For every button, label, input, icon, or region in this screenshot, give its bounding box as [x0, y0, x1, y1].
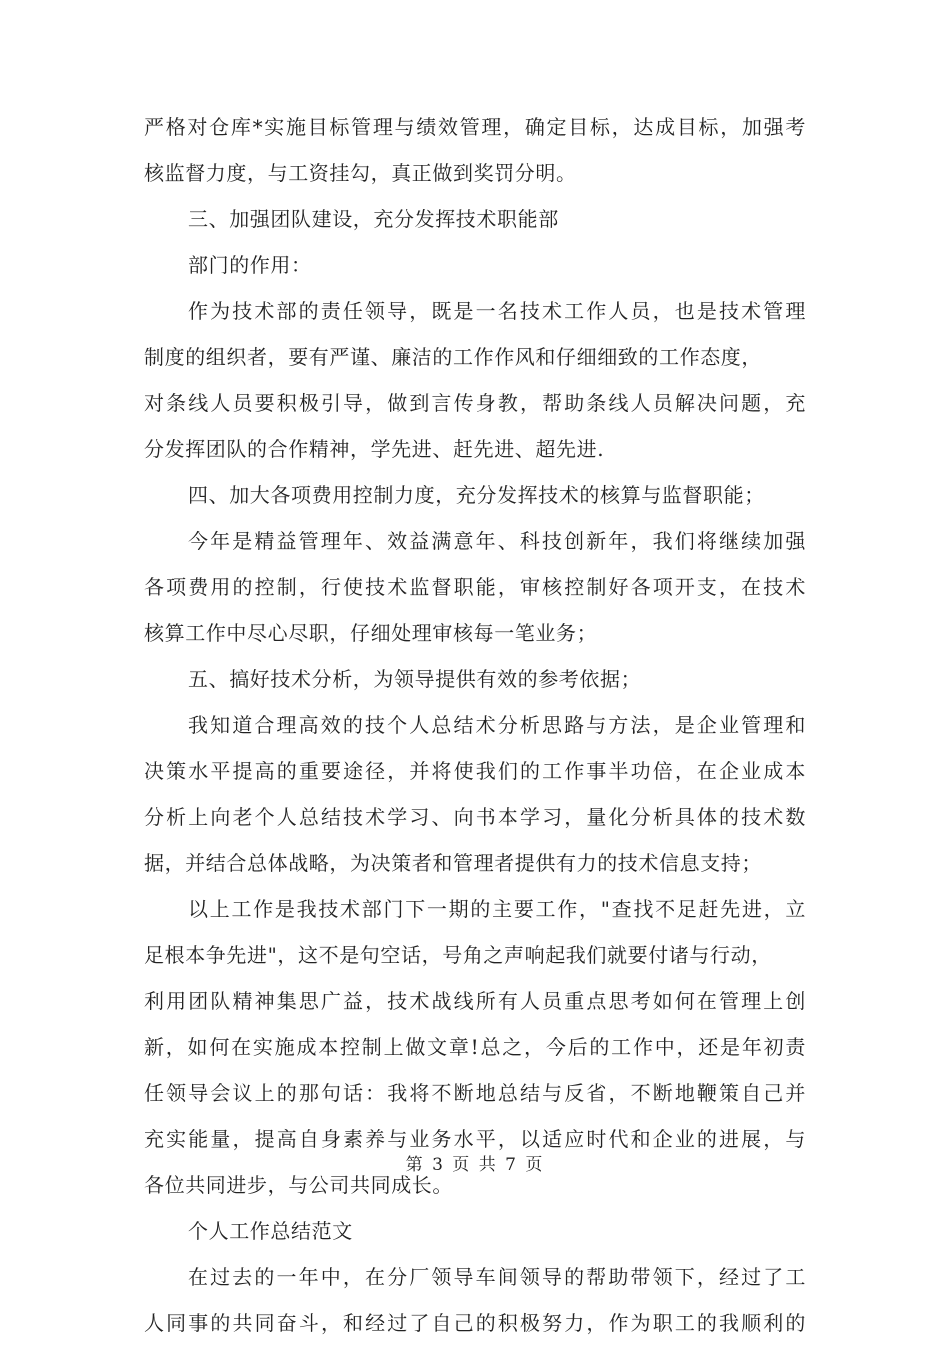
text-line: 充实能量，提高自身素养与业务水平，以适应时代和企业的进展，与	[144, 1127, 806, 1151]
text-line: 核算工作中尽心尽职，仔细处理审核每一笔业务；	[144, 621, 598, 645]
text-line: 足根本争先进"，这不是句空话，号角之声响起我们就要付诸与行动，	[144, 943, 772, 967]
text-line: 各位共同进步，与公司共同成长。	[144, 1173, 453, 1197]
text-line: 部门的作用：	[188, 253, 312, 277]
text-line: 利用团队精神集思广益，技术战线所有人员重点思考如何在管理上创	[144, 989, 806, 1013]
text-line: 核监督力度，与工资挂勾，真正做到奖罚分明。	[144, 161, 577, 185]
text-line: 个人工作总结范文	[188, 1219, 353, 1243]
text-line: 三、加强团队建设，充分发挥技术职能部	[188, 207, 559, 231]
text-line: 制度的组织者，要有严谨、廉洁的工作作风和仔细细致的工作态度，	[144, 345, 762, 369]
text-line: 严格对仓库*实施目标管理与绩效管理，确定目标，达成目标，加强考	[144, 115, 806, 139]
text-line: 决策水平提高的重要途径，并将使我们的工作事半功倍，在企业成本	[144, 759, 806, 783]
text-line: 今年是精益管理年、效益满意年、科技创新年，我们将继续加强	[188, 529, 806, 553]
page-footer: 第 3 页 共 7 页	[405, 1155, 545, 1175]
text-line: 对条线人员要积极引导，做到言传身教，帮助条线人员解决问题，充	[144, 391, 806, 415]
text-line: 以上工作是我技术部门下一期的主要工作，"查找不足赶先进，立	[188, 897, 806, 921]
text-line: 四、加大各项费用控制力度，充分发挥技术的核算与监督职能；	[188, 483, 765, 507]
text-line: 作为技术部的责任领导，既是一名技术工作人员，也是技术管理	[188, 299, 806, 323]
text-line: 新，如何在实施成本控制上做文章!总之，今后的工作中，还是年初责	[144, 1035, 806, 1059]
text-line: 分析上向老个人总结技术学习、向书本学习，量化分析具体的技术数	[144, 805, 806, 829]
text-line: 五、搞好技术分析，为领导提供有效的参考依据；	[188, 667, 642, 691]
text-line: 在过去的一年中，在分厂领导车间领导的帮助带领下，经过了工	[188, 1265, 806, 1289]
text-line: 各项费用的控制，行使技术监督职能，审核控制好各项开支，在技术	[144, 575, 806, 599]
text-line: 任领导会议上的那句话：我将不断地总结与反省，不断地鞭策自己并	[144, 1081, 806, 1105]
text-line: 据，并结合总体战略，为决策者和管理者提供有力的技术信息支持；	[144, 851, 762, 875]
text-line: 分发挥团队的合作精神，学先进、赶先进、超先进.	[144, 437, 605, 461]
text-line: 人同事的共同奋斗，和经过了自己的积极努力，作为职工的我顺利的	[144, 1311, 806, 1335]
text-line: 我知道合理高效的技个人总结术分析思路与方法，是企业管理和	[188, 713, 806, 737]
